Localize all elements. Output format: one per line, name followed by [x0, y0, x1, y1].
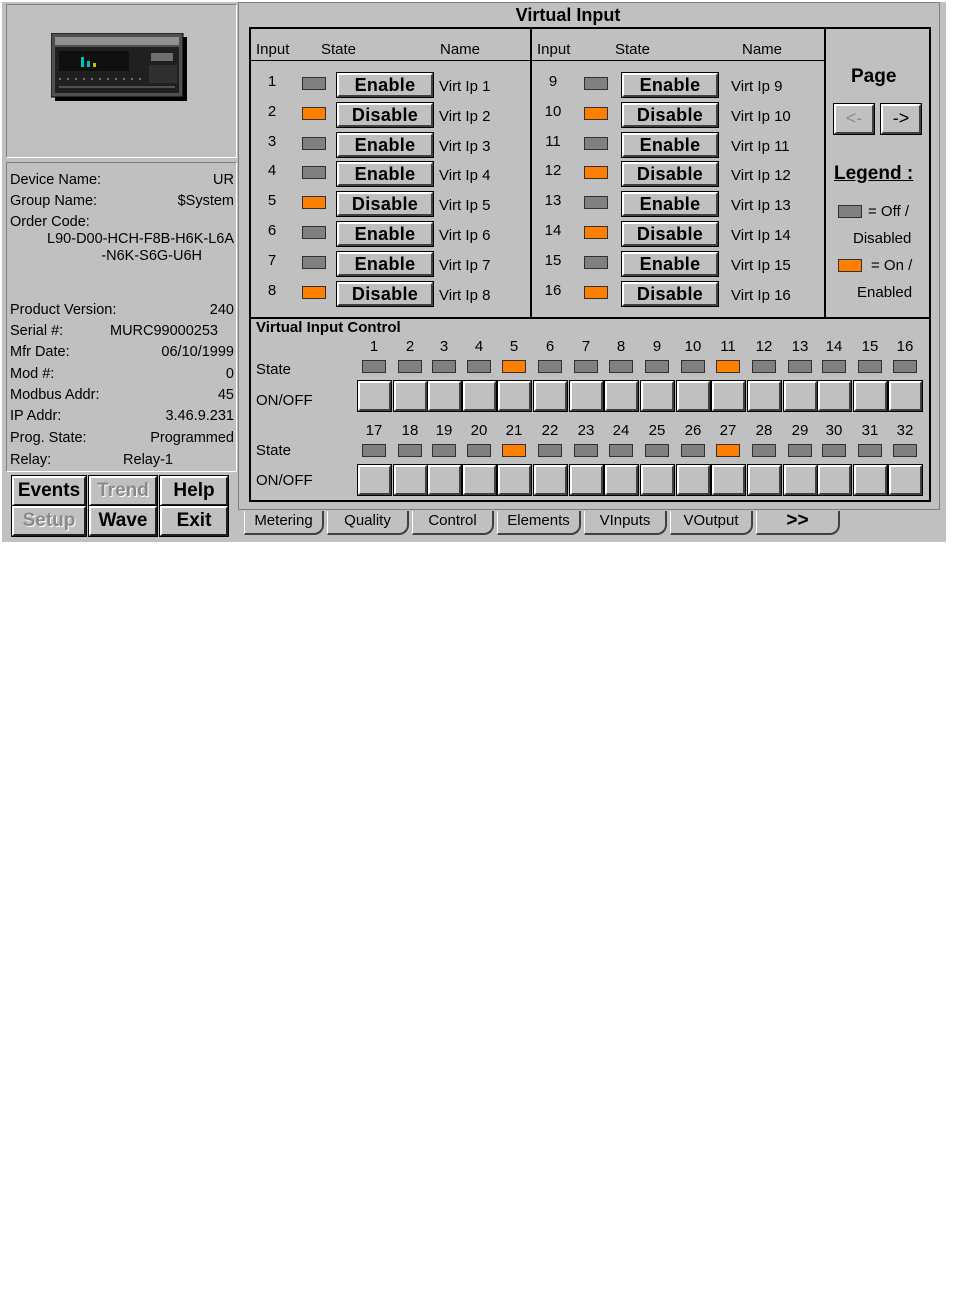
state-row-label: State	[256, 361, 292, 378]
onoff-toggle-button[interactable]	[712, 381, 745, 411]
input-name: Virt Ip 10	[731, 107, 791, 125]
legend-on-swatch	[838, 259, 862, 272]
input-state-indicator	[302, 196, 326, 209]
control-input-number: 14	[825, 338, 843, 355]
trend-button[interactable]: Trend	[89, 476, 157, 506]
control-state-indicator	[681, 444, 705, 457]
input-state-indicator	[302, 107, 326, 120]
control-state-indicator	[681, 360, 705, 373]
onoff-toggle-button[interactable]	[394, 381, 427, 411]
input-number: 9	[548, 73, 558, 90]
control-state-indicator	[822, 444, 846, 457]
tab-vinputs[interactable]: VInputs	[584, 511, 667, 535]
input-name: Virt Ip 3	[439, 137, 491, 155]
ip-addr-label: IP Addr:	[10, 408, 62, 424]
control-input-number: 18	[401, 422, 419, 439]
order-code-line1: L90-D00-HCH-F8B-H6K-L6A	[47, 231, 234, 247]
control-input-number: 2	[405, 338, 415, 355]
name-column-header: Name	[742, 41, 783, 58]
next-page-button[interactable]: ->	[881, 104, 921, 134]
serial-number-value: MURC99000253	[109, 323, 218, 339]
mfr-date-value: 06/10/1999	[161, 344, 234, 360]
help-button[interactable]: Help	[160, 476, 228, 506]
input-number: 7	[267, 251, 277, 269]
input-name: Virt Ip 11	[731, 137, 790, 155]
enable-button[interactable]: Enable	[337, 133, 433, 157]
legend-off-text: = Off /	[868, 203, 909, 220]
control-state-indicator	[467, 360, 491, 373]
input-state-indicator	[584, 166, 608, 179]
legend-on-text: = On /	[871, 257, 913, 274]
onoff-toggle-button[interactable]	[712, 465, 745, 495]
input-number: 11	[545, 132, 561, 150]
input-state-indicator	[584, 226, 608, 239]
onoff-toggle-button[interactable]	[784, 465, 817, 495]
control-input-number: 27	[719, 422, 737, 439]
input-column-header: Input	[537, 41, 571, 58]
relay-label: Relay:	[10, 452, 52, 468]
control-state-indicator	[398, 360, 422, 373]
input-name: Virt Ip 16	[731, 286, 791, 304]
control-input-number: 31	[861, 422, 879, 439]
device-image-panel	[6, 4, 237, 158]
input-name: Virt Ip 8	[439, 286, 491, 304]
disable-button[interactable]: Disable	[337, 103, 433, 127]
onoff-toggle-button[interactable]	[570, 381, 603, 411]
input-state-indicator	[302, 286, 326, 299]
tab-metering[interactable]: Metering	[244, 511, 324, 535]
control-state-indicator	[893, 360, 917, 373]
mod-number-value: 0	[225, 366, 234, 382]
control-state-indicator	[858, 360, 882, 373]
control-input-number: 5	[509, 338, 519, 355]
control-input-number: 29	[791, 422, 809, 439]
input-number: 3	[267, 132, 277, 150]
control-state-indicator	[609, 444, 633, 457]
onoff-toggle-button[interactable]	[358, 381, 391, 411]
enable-button[interactable]: Enable	[622, 252, 718, 276]
onoff-toggle-button[interactable]	[677, 465, 710, 495]
onoff-toggle-button[interactable]	[358, 465, 391, 495]
onoff-toggle-button[interactable]	[641, 381, 674, 411]
control-title: Virtual Input Control	[256, 319, 401, 336]
control-state-indicator	[467, 444, 491, 457]
enable-button[interactable]: Enable	[622, 73, 718, 97]
input-number: 6	[267, 222, 277, 239]
control-state-indicator	[822, 360, 846, 373]
column-divider	[530, 29, 532, 317]
control-input-number: 4	[474, 338, 484, 355]
state-column-header: State	[615, 41, 651, 58]
input-number: 4	[267, 162, 277, 180]
control-state-indicator	[716, 444, 740, 457]
input-number: 15	[544, 251, 562, 269]
onoff-row-label: ON/OFF	[256, 392, 313, 409]
header-divider	[251, 60, 824, 61]
onoff-toggle-button[interactable]	[534, 465, 567, 495]
control-state-indicator	[788, 360, 812, 373]
relay-device-icon	[51, 33, 189, 103]
input-state-indicator	[584, 77, 608, 90]
control-input-number: 17	[365, 422, 383, 439]
control-input-number: 8	[616, 338, 626, 355]
legend-off-swatch	[838, 205, 862, 218]
control-state-indicator	[574, 444, 598, 457]
order-code-line2: -N6K-S6G-U6H	[101, 248, 202, 264]
onoff-toggle-button[interactable]	[641, 465, 674, 495]
onoff-toggle-button[interactable]	[784, 381, 817, 411]
input-state-indicator	[584, 107, 608, 120]
state-column-header: State	[321, 41, 357, 58]
onoff-toggle-button[interactable]	[854, 465, 887, 495]
input-state-indicator	[584, 196, 608, 209]
control-state-indicator	[502, 360, 526, 373]
input-state-indicator	[584, 286, 608, 299]
control-input-number: 26	[684, 422, 702, 439]
device-info-panel	[6, 162, 237, 472]
enable-button[interactable]: Enable	[622, 133, 718, 157]
control-input-number: 12	[755, 338, 773, 355]
mfr-date-label: Mfr Date:	[10, 344, 70, 360]
input-name: Virt Ip 2	[439, 107, 491, 125]
name-column-header: Name	[440, 41, 481, 58]
input-name: Virt Ip 13	[731, 197, 791, 215]
tab-elements[interactable]: Elements	[497, 511, 581, 535]
control-input-number: 9	[652, 338, 662, 355]
control-input-number: 16	[896, 338, 914, 355]
disable-button[interactable]: Disable	[622, 103, 718, 127]
tab-control[interactable]: Control	[412, 511, 494, 535]
onoff-toggle-button[interactable]	[889, 381, 922, 411]
wave-button[interactable]: Wave	[89, 506, 157, 536]
control-input-number: 19	[435, 422, 453, 439]
control-input-number: 32	[896, 422, 914, 439]
control-input-number: 30	[825, 422, 843, 439]
disable-button[interactable]: Disable	[622, 282, 718, 306]
onoff-toggle-button[interactable]	[570, 465, 603, 495]
onoff-toggle-button[interactable]	[498, 465, 531, 495]
control-input-number: 20	[470, 422, 488, 439]
enable-button[interactable]: Enable	[622, 192, 718, 216]
control-state-indicator	[398, 444, 422, 457]
tab-voutput[interactable]: VOutput	[670, 511, 753, 535]
modbus-addr-label: Modbus Addr:	[10, 387, 100, 403]
control-state-indicator	[609, 360, 633, 373]
control-input-number: 13	[791, 338, 809, 355]
control-input-number: 1	[369, 338, 379, 355]
prog-state-label: Prog. State:	[10, 430, 87, 446]
serial-number-label: Serial #:	[10, 323, 64, 339]
disable-button[interactable]: Disable	[337, 192, 433, 216]
enable-button[interactable]: Enable	[337, 73, 433, 97]
disable-button[interactable]: Disable	[622, 162, 718, 186]
onoff-toggle-button[interactable]	[748, 465, 781, 495]
control-state-indicator	[362, 444, 386, 457]
control-state-indicator	[858, 444, 882, 457]
input-number: 13	[544, 192, 562, 210]
onoff-toggle-button[interactable]	[889, 465, 922, 495]
control-state-indicator	[538, 360, 562, 373]
group-name-value: $System	[177, 193, 234, 209]
input-number: 10	[544, 102, 562, 120]
control-input-number: 15	[861, 338, 879, 355]
control-input-number: 11	[720, 338, 736, 355]
control-state-indicator	[502, 444, 526, 457]
control-state-indicator	[752, 444, 776, 457]
input-name: Virt Ip 7	[439, 256, 491, 274]
input-number: 2	[267, 102, 277, 120]
legend-off-text-2: Disabled	[853, 230, 912, 247]
control-input-number: 6	[545, 338, 555, 355]
disable-button[interactable]: Disable	[622, 222, 718, 246]
page-label: Page	[851, 66, 897, 87]
onoff-toggle-button[interactable]	[748, 381, 781, 411]
control-input-number: 22	[541, 422, 559, 439]
modbus-addr-value: 45	[217, 387, 234, 403]
prog-state-value: Programmed	[150, 430, 234, 446]
control-input-number: 23	[577, 422, 595, 439]
ip-addr-value: 3.46.9.231	[165, 408, 234, 424]
legend-on-text-2: Enabled	[857, 284, 913, 301]
control-state-indicator	[362, 360, 386, 373]
onoff-toggle-button[interactable]	[605, 381, 638, 411]
onoff-row-label: ON/OFF	[256, 472, 313, 489]
onoff-toggle-button[interactable]	[605, 465, 638, 495]
input-number: 1	[267, 73, 277, 90]
input-number: 5	[267, 192, 277, 210]
disable-button[interactable]: Disable	[337, 282, 433, 306]
onoff-toggle-button[interactable]	[428, 465, 461, 495]
input-state-indicator	[584, 137, 608, 150]
control-state-indicator	[645, 360, 669, 373]
product-version-label: Product Version:	[10, 302, 117, 318]
tab-quality[interactable]: Quality	[327, 511, 409, 535]
onoff-toggle-button[interactable]	[394, 465, 427, 495]
device-name-value: UR	[213, 172, 234, 188]
onoff-toggle-button[interactable]	[428, 381, 461, 411]
control-input-number: 7	[581, 338, 591, 355]
relay-value: Relay-1	[123, 452, 173, 468]
onoff-toggle-button[interactable]	[818, 465, 851, 495]
exit-button[interactable]: Exit	[160, 506, 228, 536]
input-state-indicator	[302, 226, 326, 239]
control-state-indicator	[645, 444, 669, 457]
legend-title: Legend :	[834, 163, 914, 184]
input-name: Virt Ip 12	[731, 167, 791, 185]
control-input-number: 24	[612, 422, 630, 439]
onoff-toggle-button[interactable]	[498, 381, 531, 411]
input-state-indicator	[302, 166, 326, 179]
prev-page-button[interactable]: <-	[834, 104, 874, 134]
group-name-label: Group Name:	[10, 193, 98, 209]
input-name: Virt Ip 14	[731, 227, 791, 244]
input-number: 8	[267, 281, 277, 299]
input-column-header: Input	[256, 41, 290, 58]
enable-button[interactable]: Enable	[337, 252, 433, 276]
setup-button[interactable]: Setup	[12, 506, 86, 536]
control-input-number: 28	[755, 422, 773, 439]
device-name-label: Device Name:	[10, 172, 102, 188]
control-state-indicator	[432, 360, 456, 373]
input-state-indicator	[302, 256, 326, 269]
input-state-indicator	[302, 137, 326, 150]
mod-number-label: Mod #:	[10, 366, 55, 382]
events-button[interactable]: Events	[12, 476, 86, 506]
onoff-toggle-button[interactable]	[534, 381, 567, 411]
control-state-indicator	[538, 444, 562, 457]
control-input-number: 10	[684, 338, 702, 355]
enable-button[interactable]: Enable	[337, 222, 433, 246]
panel-title: Virtual Input	[515, 5, 621, 25]
control-state-indicator	[752, 360, 776, 373]
control-state-indicator	[716, 360, 740, 373]
control-state-indicator	[432, 444, 456, 457]
onoff-toggle-button[interactable]	[463, 465, 496, 495]
product-version-value: 240	[209, 302, 234, 318]
state-row-label: State	[256, 442, 292, 459]
control-state-indicator	[788, 444, 812, 457]
onoff-toggle-button[interactable]	[818, 381, 851, 411]
input-name: Virt Ip 9	[731, 78, 783, 95]
input-name: Virt Ip 15	[731, 256, 791, 274]
input-name: Virt Ip 5	[439, 197, 491, 215]
input-state-indicator	[302, 77, 326, 90]
input-number: 16	[544, 281, 562, 299]
more-tabs-button[interactable]: >>	[756, 511, 840, 535]
input-name: Virt Ip 6	[439, 227, 491, 244]
column-divider	[824, 29, 826, 317]
onoff-toggle-button[interactable]	[677, 381, 710, 411]
input-number: 14	[544, 222, 562, 239]
control-input-number: 21	[505, 422, 523, 439]
control-input-number: 25	[648, 422, 666, 439]
control-state-indicator	[574, 360, 598, 373]
control-state-indicator	[893, 444, 917, 457]
control-input-number: 3	[439, 338, 449, 355]
input-state-indicator	[584, 256, 608, 269]
onoff-toggle-button[interactable]	[463, 381, 496, 411]
input-name: Virt Ip 4	[439, 167, 491, 185]
enable-button[interactable]: Enable	[337, 162, 433, 186]
input-name: Virt Ip 1	[439, 78, 491, 95]
onoff-toggle-button[interactable]	[854, 381, 887, 411]
order-code-label: Order Code:	[10, 214, 90, 230]
input-number: 12	[544, 162, 562, 180]
